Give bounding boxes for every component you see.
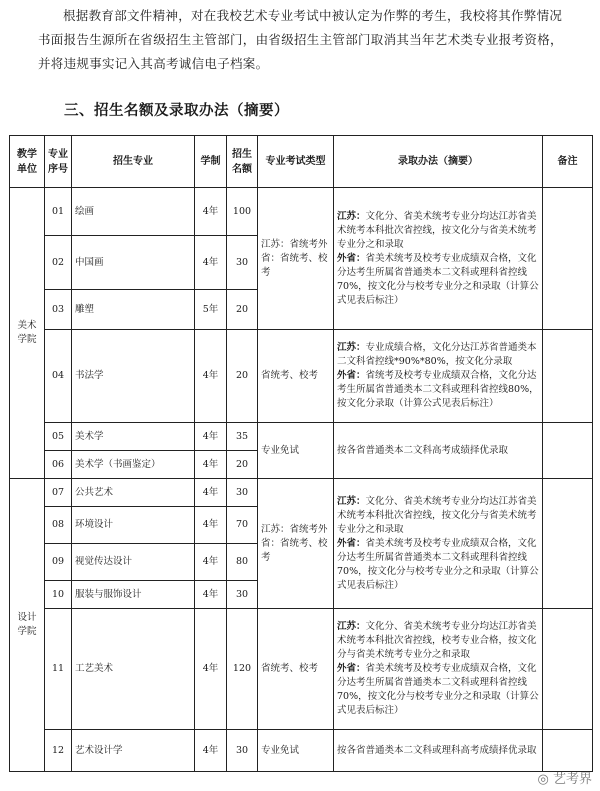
admission-table xyxy=(9,135,593,772)
rule-text: 文化分、省美术统考专业分均达江苏省美术统考本科批次省控线，按文化分与省美术统考专业分之和录取 xyxy=(337,495,537,535)
major-quota: 35 xyxy=(227,423,258,451)
table-row xyxy=(10,330,593,423)
admission-rule: 按各省普通类本二文科高考成绩择优录取 xyxy=(334,423,543,479)
intro-text: 根据教育部文件精神，对在我校艺术专业考试中被认定为作弊的考生，我校将其作弊情况书面报告生源所在省级招生主管部门，由省级招生主管部门取消其当年艺术类专业报考资格，并将违规事实记入其高考诚信电子档案。 xyxy=(38,8,563,71)
major-name: 中国画 xyxy=(72,236,195,290)
major-no: 04 xyxy=(45,330,72,423)
major-years: 5年 xyxy=(195,290,227,330)
major-quota: 20 xyxy=(227,330,258,423)
exam-type: 省统考、校考 xyxy=(258,330,334,423)
major-years: 4年 xyxy=(195,188,227,236)
rule-label: 外省： xyxy=(337,663,366,674)
major-no: 03 xyxy=(45,290,72,330)
major-quota: 80 xyxy=(227,544,258,581)
major-name: 艺术设计学 xyxy=(72,730,195,772)
major-years: 4年 xyxy=(195,581,227,609)
major-years: 4年 xyxy=(195,609,227,730)
major-no: 05 xyxy=(45,423,72,451)
header-cell: 招生名额 xyxy=(227,136,258,188)
major-quota: 120 xyxy=(227,609,258,730)
major-no: 09 xyxy=(45,544,72,581)
major-years: 4年 xyxy=(195,730,227,772)
header-row xyxy=(10,136,593,188)
exam-type: 江苏：省统考外省：省统考、校考 xyxy=(258,188,334,330)
major-quota: 20 xyxy=(227,451,258,479)
major-name: 雕塑 xyxy=(72,290,195,330)
header-cell: 招生专业 xyxy=(72,136,195,188)
unit-cell: 美术学院 xyxy=(10,188,45,479)
header-cell: 学制 xyxy=(195,136,227,188)
major-quota: 30 xyxy=(227,236,258,290)
major-no: 12 xyxy=(45,730,72,772)
major-quota: 30 xyxy=(227,581,258,609)
rule-label: 外省： xyxy=(337,252,366,264)
major-name: 书法学 xyxy=(72,330,195,423)
major-name: 美术学 xyxy=(72,423,195,451)
major-no: 01 xyxy=(45,188,72,236)
section-title: 三、招生名额及录取办法（摘要） xyxy=(64,103,289,119)
remark-cell xyxy=(543,330,593,423)
major-name: 工艺美术 xyxy=(72,609,195,730)
header-cell: 专业考试类型 xyxy=(258,136,334,188)
major-name: 美术学（书画鉴定） xyxy=(72,451,195,479)
major-quota: 30 xyxy=(227,479,258,507)
major-quota: 30 xyxy=(227,730,258,772)
remark-cell xyxy=(543,609,593,730)
exam-type: 省统考、校考 xyxy=(258,609,334,730)
rule-text: 文化分、省美术统考专业分均达江苏省美术统考本科批次省控线，按文化分与省美术统考专业分之和录取 xyxy=(337,210,537,250)
major-years: 4年 xyxy=(195,507,227,544)
major-years: 4年 xyxy=(195,330,227,423)
intro-paragraph xyxy=(38,4,568,76)
watermark xyxy=(538,768,593,787)
rule-text: 省统考及校考专业成绩双合格，文化分达考生所属省普通类本二文科或理科省控线80%，按文化分录取（计算公式见表后标注） xyxy=(337,370,539,409)
rule-text: 专业成绩合格，文化分达江苏省普通类本二文科省控线*90%*80%，按文化分录取 xyxy=(337,342,537,367)
major-years: 4年 xyxy=(195,544,227,581)
major-name: 公共艺术 xyxy=(72,479,195,507)
major-years: 4年 xyxy=(195,423,227,451)
major-years: 4年 xyxy=(195,236,227,290)
rule-label: 江苏： xyxy=(337,210,366,222)
major-no: 10 xyxy=(45,581,72,609)
rule-label: 外省： xyxy=(337,537,366,549)
major-years: 4年 xyxy=(195,451,227,479)
table-row xyxy=(10,188,593,236)
remark-cell xyxy=(543,188,593,330)
exam-type: 江苏：省统考外省：省统考、校考 xyxy=(258,479,334,609)
major-no: 07 xyxy=(45,479,72,507)
exam-type: 专业免试 xyxy=(258,730,334,772)
admission-rule xyxy=(334,479,543,609)
unit-cell: 设计学院 xyxy=(10,479,45,772)
major-no: 06 xyxy=(45,451,72,479)
major-years: 4年 xyxy=(195,479,227,507)
major-no: 11 xyxy=(45,609,72,730)
table-row xyxy=(10,479,593,507)
admission-rule xyxy=(334,609,543,730)
header-cell: 备注 xyxy=(543,136,593,188)
rule-label: 江苏： xyxy=(337,621,366,632)
rule-label: 外省： xyxy=(337,370,366,381)
rule-label: 江苏： xyxy=(337,495,366,507)
header-cell: 教学单位 xyxy=(10,136,45,188)
table-row xyxy=(10,730,593,772)
rule-label: 江苏： xyxy=(337,342,366,353)
admission-rule xyxy=(334,330,543,423)
major-name: 服装与服饰设计 xyxy=(72,581,195,609)
exam-type: 专业免试 xyxy=(258,423,334,479)
major-quota: 100 xyxy=(227,188,258,236)
major-no: 02 xyxy=(45,236,72,290)
major-name: 视觉传达设计 xyxy=(72,544,195,581)
rule-text: 省美术统考及校考专业成绩双合格，文化分达考生所属省普通类本二文科或理科省控线70%，按文化分与校考专业分之和录取（计算公式见表后标注） xyxy=(337,663,539,716)
watermark-text: 艺考界 xyxy=(552,772,592,787)
major-quota: 20 xyxy=(227,290,258,330)
major-quota: 70 xyxy=(227,507,258,544)
header-cell: 专业序号 xyxy=(45,136,72,188)
admission-rule: 按各省普通类本二文科或理科高考成绩择优录取 xyxy=(334,730,543,772)
table-row xyxy=(10,609,593,730)
rule-text: 文化分、省美术统考专业分均达江苏省美术统考本科批次省控线，校考专业合格，按文化分与省美术统考专业分之和录取 xyxy=(337,621,537,660)
admission-rule xyxy=(334,188,543,330)
table-row xyxy=(10,423,593,451)
header-cell: 录取办法（摘要） xyxy=(334,136,543,188)
rule-text: 省美术统考及校考专业成绩双合格，文化分达考生所属省普通类本二文科或理科省控线70%，按文化分与校考专业分之和录取（计算公式见表后标注） xyxy=(337,537,539,591)
major-name: 绘画 xyxy=(72,188,195,236)
watermark-icon: ◎ xyxy=(537,772,549,787)
major-no: 08 xyxy=(45,507,72,544)
remark-cell xyxy=(543,423,593,479)
remark-cell xyxy=(543,479,593,609)
major-name: 环境设计 xyxy=(72,507,195,544)
remark-cell xyxy=(543,730,593,772)
rule-text: 省美术统考及校考专业成绩双合格，文化分达考生所属省普通类本二文科或理科省控线70%，按文化分与校考专业分之和录取（计算公式见表后标注） xyxy=(337,252,539,306)
